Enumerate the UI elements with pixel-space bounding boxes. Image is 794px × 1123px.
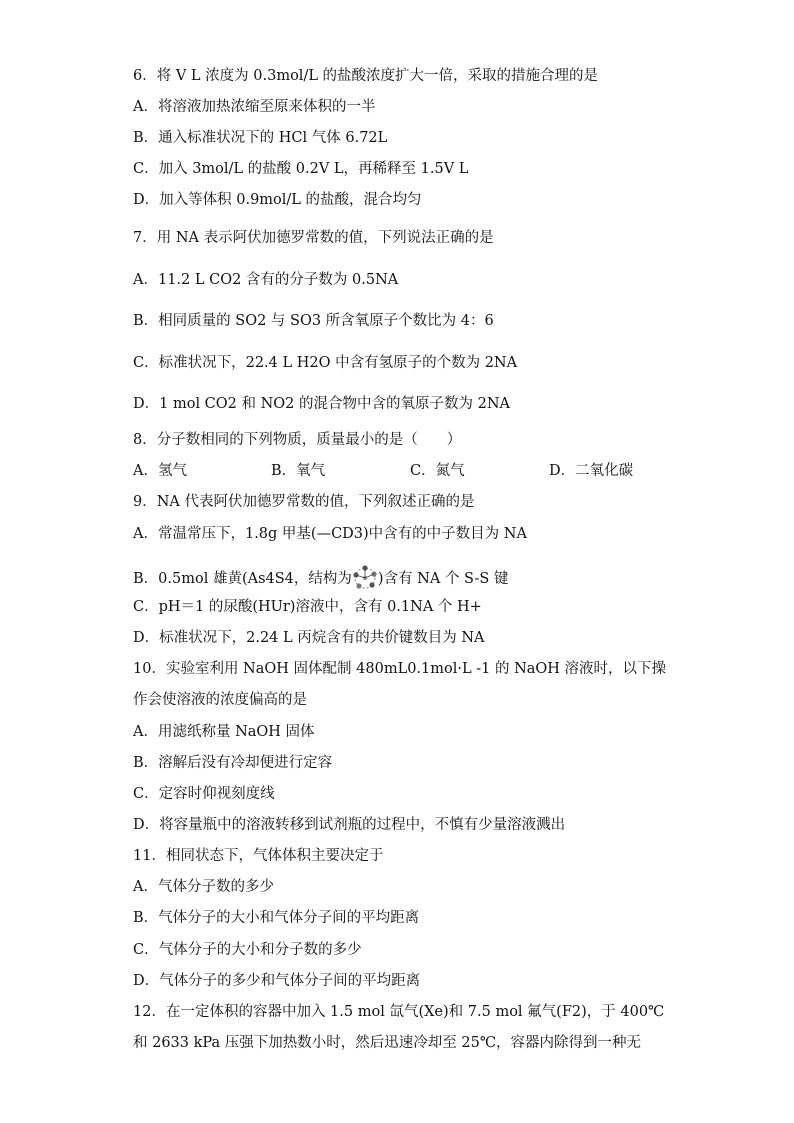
q6-stem: 6．将 V L 浓度为 0.3mol/L 的盐酸浓度扩大一倍，采取的措施合理的是 — [133, 68, 599, 84]
q7-option-c: C．标准状况下，22.4 L H2O 中含有氢原子的个数为 2NA — [133, 355, 518, 371]
q11-option-c: C．气体分子的大小和分子数的多少 — [133, 942, 362, 958]
q9-option-b-text-before: B．0.5mol 雄黄(As4S4，结构为 — [133, 571, 352, 587]
q7-option-d: D．1 mol CO2 和 NO2 的混合物中含的氧原子数为 2NA — [133, 396, 511, 412]
as4s4-structure-icon — [352, 565, 378, 591]
q9-option-a: A．常温常压下，1.8g 甲基(—CD3)中含有的中子数目为 NA — [133, 526, 527, 542]
q8-option-d: D．二氧化碳 — [549, 463, 634, 479]
q11-option-b: B．气体分子的大小和气体分子间的平均距离 — [133, 910, 420, 926]
q10-option-c: C．定容时仰视刻度线 — [133, 786, 275, 802]
q8-stem: 8．分子数相同的下列物质，质量最小的是（ ） — [133, 432, 462, 448]
q9-stem: 9．NA 代表阿伏加德罗常数的值，下列叙述正确的是 — [133, 494, 475, 510]
q10-stem-line1: 10．实验室利用 NaOH 固体配制 480mL0.1mol·L -1 的 NaOH 溶液时，以下操 — [133, 661, 667, 677]
q6-option-c: C．加入 3mol/L 的盐酸 0.2V L，再稀释至 1.5V L — [133, 161, 469, 177]
q11-option-d: D．气体分子的多少和气体分子间的平均距离 — [133, 973, 421, 989]
q8-option-b: B．氧气 — [271, 463, 326, 479]
q6-option-b: B．通入标准状况下的 HCl 气体 6.72L — [133, 130, 388, 146]
q10-stem-line2: 作会使溶液的浓度偏高的是 — [133, 692, 307, 708]
q9-option-b — [133, 565, 508, 591]
q9-option-d: D．标准状况下，2.24 L 丙烷含有的共价键数目为 NA — [133, 630, 485, 646]
q11-option-a: A．气体分子数的多少 — [133, 879, 274, 895]
q7-option-a: A．11.2 L CO2 含有的分子数为 0.5NA — [133, 272, 399, 288]
q6-option-a: A．将溶液加热浓缩至原来体积的一半 — [133, 99, 376, 115]
q7-stem: 7．用 NA 表示阿伏加德罗常数的值，下列说法正确的是 — [133, 230, 494, 246]
q10-option-a: A．用滤纸称量 NaOH 固体 — [133, 724, 315, 740]
q12-stem-line2: 和 2633 kPa 压强下加热数小时，然后迅速冷却至 25℃，容器内除得到一种无 — [133, 1035, 642, 1051]
q10-option-b: B．溶解后没有冷却便进行定容 — [133, 755, 333, 771]
q6-option-d: D．加入等体积 0.9mol/L 的盐酸，混合均匀 — [133, 192, 422, 208]
q8-option-c: C．氮气 — [410, 463, 465, 479]
q12-stem-line1: 12．在一定体积的容器中加入 1.5 mol 氙气(Xe)和 7.5 mol 氟气(F2)，于 400℃ — [133, 1004, 665, 1020]
q7-option-b: B．相同质量的 SO2 与 SO3 所含氧原子个数比为 4：6 — [133, 313, 494, 329]
q8-option-a: A．氢气 — [133, 463, 187, 479]
q9-option-c: C．pH＝1 的尿酸(HUr)溶液中，含有 0.1NA 个 H+ — [133, 599, 482, 615]
q10-option-d: D．将容量瓶中的溶液转移到试剂瓶的过程中，不慎有少量溶液溅出 — [133, 817, 566, 833]
q11-stem: 11．相同状态下，气体体积主要决定于 — [133, 848, 384, 864]
q9-option-b-text-after: )含有 NA 个 S-S 键 — [377, 571, 509, 587]
